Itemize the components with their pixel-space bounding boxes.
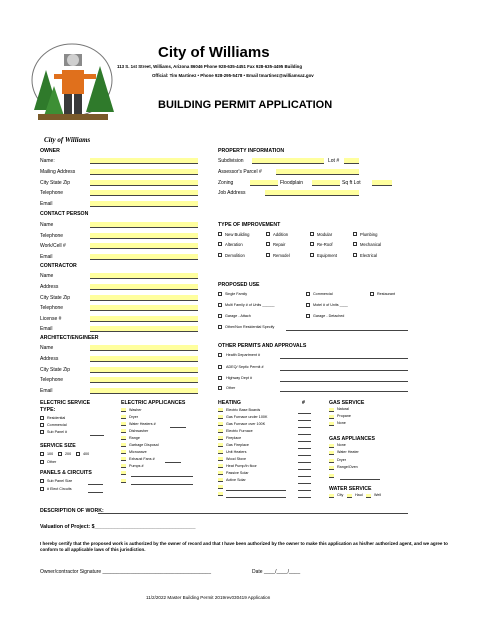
contact-telephone-field[interactable] (90, 233, 198, 239)
exhaust-fans-line[interactable] (165, 462, 181, 463)
owner-mailing-label: Mailing Address (40, 169, 76, 175)
permits-heading: OTHER PERMITS AND APPROVALS (218, 343, 307, 349)
natural-label: Natural (337, 407, 349, 411)
circuits-line[interactable] (88, 492, 103, 493)
commercial-checkbox[interactable] (306, 292, 310, 296)
single-family-label: Single Family (225, 292, 248, 296)
lot-field[interactable] (344, 158, 359, 164)
circuits-label: # Elect Circuits (47, 487, 72, 491)
gas-extra-box[interactable] (329, 474, 334, 478)
heating-heading: HEATING (218, 400, 241, 406)
haul-water-label: Haul (355, 493, 363, 497)
size-400-checkbox[interactable] (76, 452, 80, 456)
city-title: City of Williams (158, 44, 270, 61)
heat-label-5: Gas Fireplace (226, 443, 249, 447)
heat-box-0[interactable] (218, 408, 223, 412)
architect-email-field[interactable] (90, 388, 198, 394)
contact-email-label: Email (40, 254, 53, 260)
heat-box-4[interactable] (218, 436, 223, 440)
garage-attach-label: Garage - Attach (225, 314, 251, 318)
contractor-email-field[interactable] (90, 326, 198, 332)
size-other-label: Other (47, 460, 57, 464)
assessor-label: Assessor's Parcel # (218, 169, 262, 175)
garage-detached-label: Garage - Detached (313, 314, 345, 318)
sub-panel-line[interactable] (90, 435, 104, 436)
gas-water-heater-label: Water Heater (337, 450, 359, 454)
gas-extra-line[interactable] (340, 479, 380, 480)
size-100-label: 100 (47, 452, 54, 456)
range-label: Range (129, 436, 140, 440)
heat-line-3[interactable] (298, 434, 311, 435)
remodel-label: Remodel (273, 253, 290, 258)
commercial-label: Commercial (313, 292, 333, 296)
heat-line-8[interactable] (298, 469, 311, 470)
gas-dryer-label: Dryer (337, 458, 347, 462)
well-water-label: Well (374, 493, 382, 497)
heat-label-0: Electric Base Boards (226, 408, 261, 412)
other-permit-label: Other (226, 386, 236, 390)
reroof-checkbox[interactable] (310, 242, 314, 246)
heat-box-9[interactable] (218, 471, 223, 475)
city-water-label: City (337, 493, 344, 497)
size-400-label: 400 (83, 452, 90, 456)
other-residential-label: Other/Non Residential Specify (225, 325, 275, 329)
architect-email-label: Email (40, 388, 53, 394)
other-residential-checkbox[interactable] (218, 325, 222, 329)
owner-mailing-field[interactable] (90, 169, 198, 175)
extra-appliance-box-1[interactable] (121, 471, 126, 475)
contractor-city-label: City State Zip (40, 295, 71, 301)
addition-label: Addition (273, 232, 289, 237)
certification-text: I hereby certify that the proposed work is authorized by the owner of record and that I have been authorized by the owner to make this application as his/her authorized agent, and we agree to conform to all applicable laws of this jurisdiction. (40, 541, 448, 553)
residential-label: Residential (47, 416, 66, 420)
contact-work-field[interactable] (90, 243, 198, 249)
improvement-heading: TYPE OF IMPROVEMENT (218, 222, 281, 228)
contact-heading: CONTACT PERSON (40, 211, 89, 217)
residential-checkbox[interactable] (40, 416, 44, 420)
water-heaters-box[interactable] (121, 422, 126, 426)
heat-line-7[interactable] (298, 462, 311, 463)
heat-box-12[interactable] (218, 492, 223, 496)
electric-type-heading: TYPE: (40, 407, 56, 413)
multi-family-label: Multi Family # of Units ______ (225, 303, 275, 307)
job-address-field[interactable] (265, 190, 359, 196)
heat-box-1[interactable] (218, 415, 223, 419)
appliances-heading: ELECTRIC APPLICANCES (121, 400, 186, 406)
description-line[interactable] (98, 513, 408, 514)
heat-line-9[interactable] (298, 476, 311, 477)
form-title: BUILDING PERMIT APPLICATION (158, 99, 333, 111)
health-dept-line[interactable] (280, 358, 408, 359)
microwave-box[interactable] (121, 450, 126, 454)
none-gas-box[interactable] (329, 422, 334, 426)
heat-label-7: Wood Stove (226, 457, 247, 461)
haul-water-box[interactable] (347, 494, 352, 498)
heat-line-6[interactable] (298, 455, 311, 456)
size-200-label: 200 (65, 452, 72, 456)
electrical-checkbox[interactable] (353, 253, 357, 257)
heat-box-6[interactable] (218, 450, 223, 454)
reroof-label: Re-Roof (317, 242, 333, 247)
valuation-label: Valuation of Project: $___________________________________ (40, 524, 196, 530)
property-heading: PROPERTY INFORMATION (218, 148, 285, 154)
owner-city-label: City State Zip (40, 180, 71, 186)
description-label: DESCRIPTION OF WORK: (40, 508, 104, 514)
contractor-email-label: Email (40, 326, 53, 332)
architect-city-field[interactable] (90, 367, 198, 373)
adeq-label: ADEQ/ Septic Permit # (226, 365, 264, 369)
address-line: 113 S. 1st Street, Williams, Arizona 86046 Phone 928-635-4451 Fax 928-635-4495 Building (117, 64, 303, 69)
demolition-label: Demolition (225, 253, 245, 258)
owner-telephone-label: Telephone (40, 190, 64, 196)
multi-family-checkbox[interactable] (218, 303, 222, 307)
sub-panel-size-label: Sub Panel Size (47, 479, 73, 483)
heat-label-4: Fireplace (226, 436, 242, 440)
lot-label: Lot # (328, 158, 340, 164)
range-box[interactable] (121, 436, 126, 440)
health-dept-checkbox[interactable] (218, 353, 222, 357)
gas-none-box[interactable] (329, 444, 334, 448)
owner-name-field[interactable] (90, 158, 198, 164)
heat-line-12[interactable] (298, 497, 311, 498)
gas-range-label: Range/Oven (337, 465, 358, 469)
highway-label: Highway Dept # (226, 376, 253, 380)
use-heading: PROPOSED USE (218, 282, 260, 288)
heat-box-8[interactable] (218, 464, 223, 468)
job-address-label: Job Address (218, 190, 246, 196)
highway-line[interactable] (280, 381, 408, 382)
heat-extra-line-2[interactable] (226, 497, 286, 498)
other-residential-line[interactable] (286, 330, 408, 331)
new-building-label: New Building (225, 232, 250, 237)
assessor-field[interactable] (276, 169, 359, 175)
equipment-label: Equipment (317, 253, 338, 258)
circuits-checkbox[interactable] (40, 487, 44, 491)
heat-extra-line-1[interactable] (226, 490, 286, 491)
health-dept-label: Health Department # (226, 353, 261, 357)
contractor-name-field[interactable] (90, 273, 198, 279)
heat-line-1[interactable] (298, 420, 311, 421)
extra-appliance-box-2[interactable] (121, 479, 126, 483)
owner-telephone-field[interactable] (90, 190, 198, 196)
heat-label-6: Unit Heaters (226, 450, 247, 454)
gas-service-heading: GAS SERVICE (329, 400, 365, 406)
owner-email-field[interactable] (90, 201, 198, 207)
heat-box-10[interactable] (218, 478, 223, 482)
architect-name-label: Name (40, 345, 54, 351)
heat-box-5[interactable] (218, 443, 223, 447)
heat-box-3[interactable] (218, 429, 223, 433)
owner-city-field[interactable] (90, 180, 198, 186)
propane-box[interactable] (329, 415, 334, 419)
subdivision-field[interactable] (252, 158, 324, 164)
heat-label-1: Gas Furnace under 100K (226, 415, 268, 419)
architect-name-field[interactable] (90, 345, 198, 351)
sub-panel-size-line[interactable] (88, 484, 103, 485)
subdivision-label: Subdivision (218, 158, 244, 164)
panels-heading: PANELS & CIRCUITS (40, 470, 92, 476)
owner-email-label: Email (40, 201, 53, 207)
electric-service-heading: ELECTRIC SERVICE (40, 400, 91, 406)
contact-work-label: Work/Cell # (40, 243, 66, 249)
plumbing-checkbox[interactable] (353, 232, 357, 236)
pumps-box[interactable] (121, 464, 126, 468)
alteration-label: Alteration (225, 242, 243, 247)
floodplain-label: Floodplain (280, 180, 304, 186)
electrical-label: Electrical (360, 253, 377, 258)
heat-line-0[interactable] (298, 413, 311, 414)
logo-caption: City of Williams (44, 136, 91, 144)
heat-label-3: Electric Furnace (226, 429, 253, 433)
garage-detached-checkbox[interactable] (306, 314, 310, 318)
heat-box-7[interactable] (218, 457, 223, 461)
repair-label: Repair (273, 242, 286, 247)
contractor-telephone-field[interactable] (90, 305, 198, 311)
city-water-box[interactable] (329, 494, 334, 498)
heat-line-4[interactable] (298, 441, 311, 442)
architect-heading: ARCHITECT/ENGINEER (40, 335, 99, 341)
heat-line-2[interactable] (298, 427, 311, 428)
sub-panel-checkbox[interactable] (40, 430, 44, 434)
contact-name-label: Name (40, 222, 54, 228)
demolition-checkbox[interactable] (218, 253, 222, 257)
repair-checkbox[interactable] (266, 242, 270, 246)
architect-telephone-field[interactable] (90, 377, 198, 383)
owner-name-label: Name: (40, 158, 55, 164)
city-of-williams-logo (24, 40, 118, 152)
architect-address-label: Address (40, 356, 59, 362)
size-other-checkbox[interactable] (40, 460, 44, 464)
water-service-heading: WATER SERVICE (329, 486, 372, 492)
microwave-label: Microwave (129, 450, 147, 454)
gas-appliances-heading: GAS APPLIANCES (329, 436, 375, 442)
sub-panel-size-checkbox[interactable] (40, 479, 44, 483)
garage-attach-checkbox[interactable] (218, 314, 222, 318)
new-building-checkbox[interactable] (218, 232, 222, 236)
form-identifier: 11/2/2022 Master Building Permit 2019rev030419 Application (146, 595, 271, 600)
gas-water-heater-box[interactable] (329, 451, 334, 455)
mechanical-checkbox[interactable] (353, 242, 357, 246)
garbage-disposal-box[interactable] (121, 443, 126, 447)
sub-panel-label: Sub Panel # (47, 430, 68, 434)
exhaust-fans-label: Exhaust Fans # (129, 457, 155, 461)
contractor-address-field[interactable] (90, 284, 198, 290)
modular-checkbox[interactable] (310, 232, 314, 236)
washer-box[interactable] (121, 408, 126, 412)
mechanical-label: Mechanical (360, 242, 382, 247)
gas-dryer-box[interactable] (329, 459, 334, 463)
well-water-box[interactable] (366, 494, 371, 498)
equipment-checkbox[interactable] (310, 253, 314, 257)
architect-address-field[interactable] (90, 356, 198, 362)
heat-line-11[interactable] (298, 490, 311, 491)
modular-label: Modular (317, 232, 333, 237)
contractor-license-field[interactable] (90, 316, 198, 322)
remodel-checkbox[interactable] (266, 253, 270, 257)
water-heaters-label: Water Heaters # (129, 422, 156, 426)
heat-label-2: Gas Furnace over 100K (226, 422, 266, 426)
contractor-name-label: Name (40, 273, 54, 279)
date-label: Date ____/____/____ (252, 569, 301, 575)
washer-label: Washer (129, 408, 142, 412)
contractor-license-label: License # (40, 316, 62, 322)
extra-appliance-line-1[interactable] (131, 476, 193, 477)
heating-count-heading: # (302, 400, 305, 406)
single-family-checkbox[interactable] (218, 292, 222, 296)
alteration-checkbox[interactable] (218, 242, 222, 246)
restaurant-checkbox[interactable] (370, 292, 374, 296)
dishwasher-label: Dishwasher (129, 429, 149, 433)
natural-box[interactable] (329, 408, 334, 412)
heat-label-10: Active Solar (226, 478, 246, 482)
zoning-label: Zoning (218, 180, 234, 186)
motel-label: Motel # of Units ____ (313, 303, 348, 307)
extra-appliance-line-2[interactable] (131, 484, 193, 485)
commercial-service-checkbox[interactable] (40, 423, 44, 427)
sqft-label: Sq ft Lot (342, 180, 361, 186)
heat-box-2[interactable] (218, 422, 223, 426)
heat-line-10[interactable] (298, 483, 311, 484)
architect-telephone-label: Telephone (40, 377, 64, 383)
floodplain-field[interactable] (312, 180, 340, 186)
zoning-field[interactable] (250, 180, 278, 186)
other-permit-checkbox[interactable] (218, 386, 222, 390)
dryer-label: Dryer (129, 415, 139, 419)
contractor-heading: CONTRACTOR (40, 263, 77, 269)
official-line: Official: Tim Martinez • Phone 928-295-5478 • Email tmartinez@williamsaz.gov (152, 73, 314, 78)
owner-heading: OWNER (40, 148, 60, 154)
contractor-address-label: Address (40, 284, 59, 290)
architect-city-label: City State Zip (40, 367, 71, 373)
contact-telephone-label: Telephone (40, 233, 64, 239)
none-gas-label: None (337, 421, 346, 425)
contractor-telephone-label: Telephone (40, 305, 64, 311)
garbage-disposal-label: Garbage Disposal (129, 443, 159, 447)
contact-name-field[interactable] (90, 222, 198, 228)
signature-label: Owner/contractor Signature _______________________________________ (40, 569, 211, 575)
other-permit-line[interactable] (280, 391, 408, 392)
dishwasher-box[interactable] (121, 429, 126, 433)
adeq-checkbox[interactable] (218, 365, 222, 369)
heat-label-8: Heat Pump/In floor (226, 464, 257, 468)
motel-checkbox[interactable] (306, 303, 310, 307)
heat-box-11[interactable] (218, 485, 223, 489)
exhaust-fans-box[interactable] (121, 457, 126, 461)
heat-line-5[interactable] (298, 448, 311, 449)
heat-label-9: Passive Solar (226, 471, 249, 475)
contact-email-field[interactable] (90, 254, 198, 260)
sqft-field[interactable] (372, 180, 392, 186)
addition-checkbox[interactable] (266, 232, 270, 236)
gas-none-label: None (337, 443, 346, 447)
commercial-service-label: Commercial (47, 423, 67, 427)
restaurant-label: Restaurant (377, 292, 396, 296)
plumbing-label: Plumbing (360, 232, 378, 237)
propane-label: Propane (337, 414, 351, 418)
highway-checkbox[interactable] (218, 376, 222, 380)
dryer-box[interactable] (121, 415, 126, 419)
size-100-checkbox[interactable] (40, 452, 44, 456)
size-200-checkbox[interactable] (58, 452, 62, 456)
pumps-label: Pumps # (129, 464, 144, 468)
contractor-city-field[interactable] (90, 295, 198, 301)
gas-range-box[interactable] (329, 466, 334, 470)
water-heaters-line[interactable] (170, 427, 186, 428)
service-size-heading: SERVICE SIZE (40, 443, 76, 449)
adeq-line[interactable] (280, 370, 408, 371)
